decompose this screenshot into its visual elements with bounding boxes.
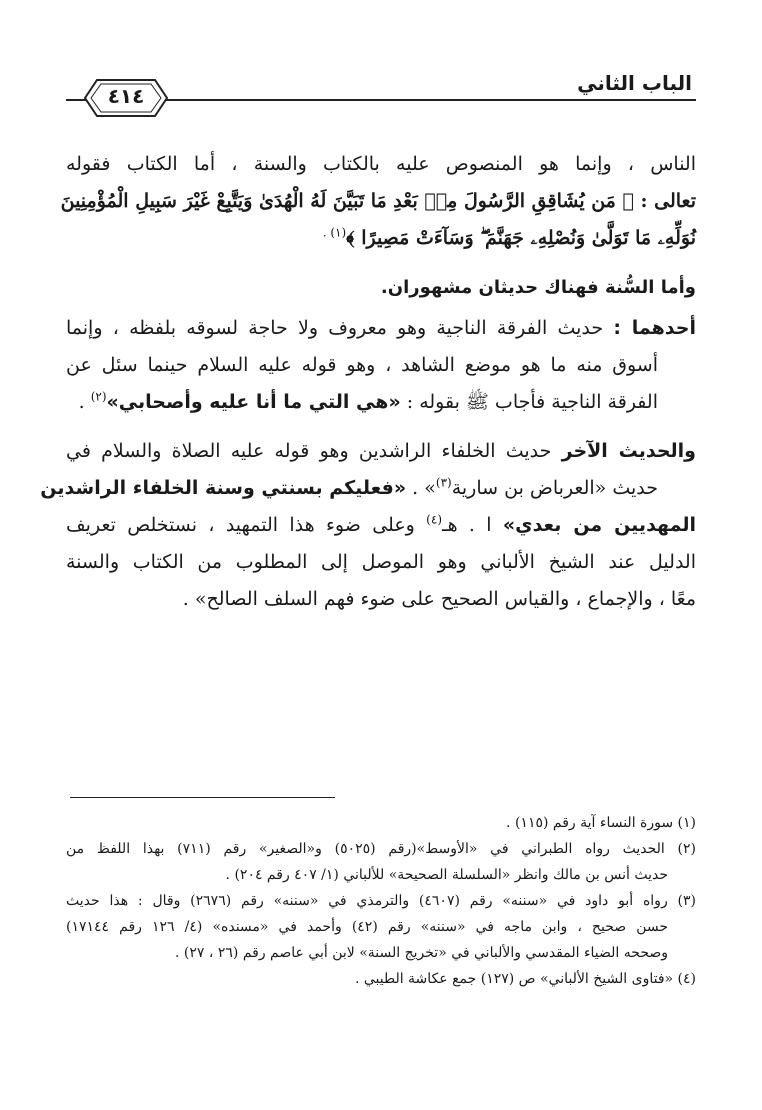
text-line: الدليل عند الشيخ الألباني وهو الموصل إلى المطلوب من الكتاب والسنة <box>66 551 696 573</box>
text-line: المهديين من بعدي» ا . هـ$^{(٤)}$ وعلى ضوء هذا التمهيد ، نستخلص تعريف <box>66 512 696 536</box>
text-line: الناس ، وإنما هو المنصوص عليه بالكتاب والسنة ، أما الكتاب فقوله <box>66 153 696 175</box>
footnote-ref: (١) . <box>322 225 347 240</box>
hadith-quote: «فعليكم بسنتي وسنة الخلفاء الراشدين <box>40 477 407 499</box>
footnote: (٢) الحديث رواه الطبراني في «الأوسط»(رقم (٥٠٢٥) و«الصغير» رقم (٧١١) بهذا اللفظ من <box>66 841 697 857</box>
footnote-separator <box>70 797 335 798</box>
text-line: والحديث الآخر حديث الخلفاء الراشدين وهو قوله عليه الصلاة والسلام في <box>66 440 696 462</box>
paragraph-lead: أحدهما : <box>613 317 696 339</box>
quran-verse-line: تعالى : ﴿ مَن يُشَاقِقِ الرَّسُولَ مِنۢ بَعْدِ مَا تَبَيَّنَ لَهُ الْهُدَىٰ وَيَتَّبِعْ غَيْرَ سَبِيلِ الْمُؤْمِنِينَ <box>60 190 696 212</box>
hadith-quote: «هي التي ما أنا عليه وأصحابي» <box>106 391 401 413</box>
paragraph-lead: والحديث الآخر <box>561 440 696 462</box>
footnote-continuation: وصححه الضياء المقدسي والألباني في «تخريج السنة» لابن أبي عاصم رقم (٢٦ ، ٢٧) . <box>175 945 668 961</box>
footnotes <box>66 810 696 992</box>
text-line: معًا ، والإجماع ، والقياس الصحيح على ضوء فهم السلف الصالح» . <box>182 588 696 610</box>
footnote-ref: (٢) <box>90 389 107 404</box>
section-heading: وأما السُّنة فهناك حديثان مشهوران. <box>380 277 696 298</box>
quran-verse-line <box>66 220 696 257</box>
footnote-continuation: حديث أنس بن مالك وانظر «السلسلة الصحيحة» للألباني (١/ ٤٠٧ رقم ٢٠٤) . <box>225 867 668 883</box>
footnote-ref: (٤) <box>426 512 442 527</box>
main-text <box>40 146 696 618</box>
text-line: الفرقة الناجية فأجاب ﷺ بقوله : «هي التي ما أنا عليه وأصحابي»$^{(٢)}$ . <box>78 389 658 413</box>
footnote: (٣) رواه أبو داود في «سننه» رقم (٤٦٠٧) والترمذي في «سننه» رقم (٢٦٧٦) وقال : هذا حديث <box>66 893 696 909</box>
text-line: حديث «العرباض بن سارية$^{(٣)}$» . «فعليكم بسنتي وسنة الخلفاء الراشدين <box>40 475 658 499</box>
footnote-ref: (٣) <box>435 475 452 490</box>
page-number-badge <box>83 78 169 118</box>
quran-verse-end: نُوَلِّهِۦ مَا تَوَلَّىٰ وَنُصْلِهِۦ جَهَنَّمَ ۖ وَسَآءَتْ مَصِيرًا ﴾ <box>346 227 696 249</box>
page-number: ٤١٤ <box>107 84 145 108</box>
footnote-continuation: حسن صحيح ، وابن ماجه في «سننه» رقم (٤٢) وأحمد في «مسنده» (٤/ ١٢٦ رقم ١٧١٤٤) <box>66 919 668 935</box>
footnote: (٤) «فتاوى الشيخ الألباني» ص (١٢٧) جمع عكاشة الطيبي . <box>354 971 696 987</box>
text-line: أحدهما : حديث الفرقة الناجية وهو معروف ولا حاجة لسوقه بلفظه ، وإنما <box>66 317 696 339</box>
text-line: أسوق منه ما هو موضع الشاهد ، وهو قوله عليه السلام حينما سئل عن <box>66 354 658 376</box>
chapter-title: الباب الثاني <box>577 71 692 95</box>
footnote: (١) سورة النساء آية رقم (١١٥) . <box>506 815 696 831</box>
hadith-quote: المهديين من بعدي» <box>502 514 696 536</box>
